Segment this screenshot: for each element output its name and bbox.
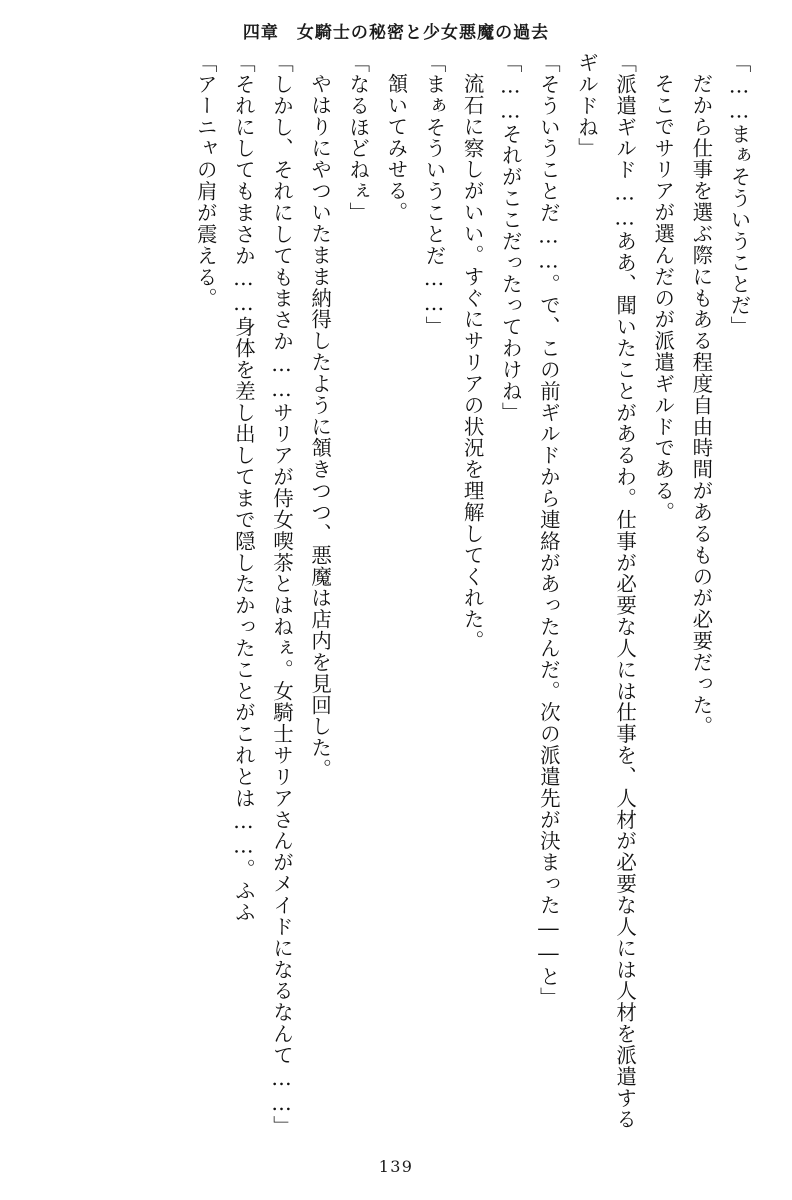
body-paragraph: やはりにやついたまま納得したように頷きつつ、悪魔は店内を見回した。 <box>307 72 332 780</box>
body-paragraph: 「それにしてもまさか……身体を差し出してまで隠したかったことがこれとは……。ふふ <box>231 52 256 923</box>
page-number: 139 <box>378 1157 414 1176</box>
body-paragraph: 流石に察しがいい。すぐにサリアの状況を理解してくれた。 <box>460 72 485 651</box>
vertical-text-block <box>34 52 758 1138</box>
body-paragraph: 「派遣ギルド……ああ、聞いたことがあるわ。仕事が必要な人には仕事を、人材が必要な人には人材を派遣するギルドね」 <box>574 52 637 1131</box>
body-paragraph: 頷いてみせる。 <box>383 72 408 223</box>
running-head <box>0 18 792 52</box>
body-text-area <box>34 52 758 1138</box>
body-paragraph: 「……まぁそういうことだ」 <box>727 52 751 338</box>
chapter-title: 女騎士の秘密と少女悪魔の過去 <box>296 23 550 43</box>
body-paragraph: だから仕事を選ぶ際にもある程度自由時間があるものが必要だった。 <box>688 72 713 737</box>
body-paragraph: 「まぁそういうことだ……」 <box>422 52 446 338</box>
body-paragraph: 「しかし、それにしてもまさか……サリアが侍女喫茶とはねぇ。女騎士サリアさんがメイドになるなんて……」 <box>269 52 294 1138</box>
chapter-number: 四章 <box>242 23 279 43</box>
body-paragraph: 「アーニャの肩が震える。 <box>193 52 218 310</box>
body-paragraph: 「そういうことだ……。で、この前ギルドから連絡があったんだ。次の派遣先が決まった――と」 <box>536 52 561 1009</box>
body-paragraph: 「……それがここだったってわけね」 <box>498 52 523 424</box>
body-paragraph: 「なるほどねぇ」 <box>345 52 370 224</box>
body-paragraph: そこでサリアが選んだのが派遣ギルドである。 <box>650 72 675 523</box>
